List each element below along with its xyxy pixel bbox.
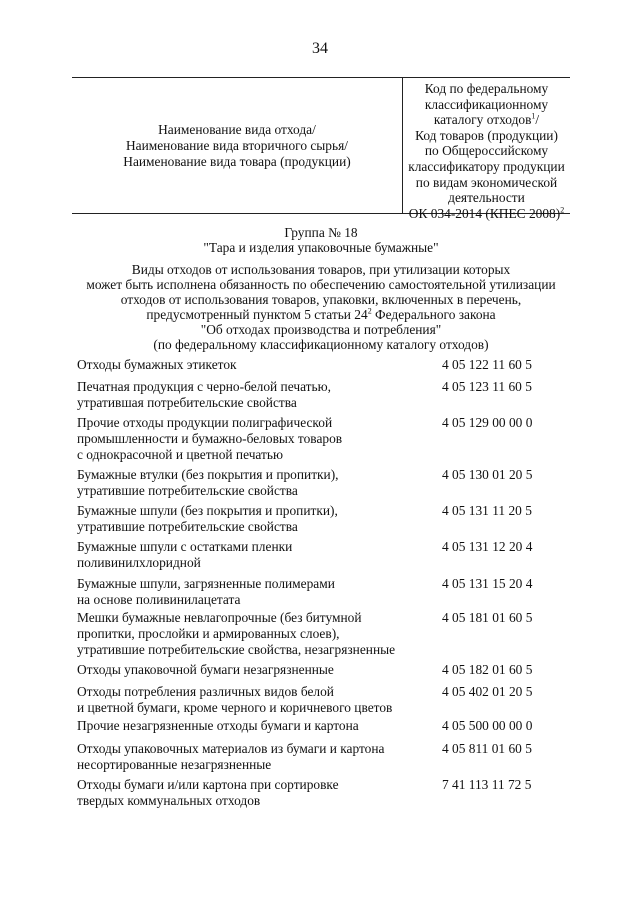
description-line: (по федеральному классификационному каталогу отходов) <box>153 337 489 352</box>
waste-name-line: утратившая потребительские свойства <box>77 395 297 410</box>
waste-code: 4 05 122 11 60 5 <box>442 357 532 372</box>
waste-name <box>77 503 397 535</box>
waste-name-line: промышленности и бумажно-беловых товаров <box>77 431 343 446</box>
waste-code: 4 05 182 01 60 5 <box>442 662 533 677</box>
waste-code: 4 05 500 00 00 0 <box>442 718 533 733</box>
waste-name <box>77 357 397 373</box>
group-description <box>72 262 570 352</box>
waste-name <box>77 741 397 773</box>
header-code-line: по видам экономической <box>415 174 558 190</box>
header-code-column <box>403 81 570 221</box>
description-text: Федерального закона <box>371 307 496 322</box>
waste-code: 4 05 131 11 20 5 <box>442 503 532 518</box>
footnote-mark: 2 <box>560 205 565 215</box>
waste-name-line: Мешки бумажные невлагопрочные (без битумной <box>77 610 362 625</box>
waste-name-line: Бумажные шпули (без покрытия и пропитки), <box>77 503 338 518</box>
header-code-line: классификационному <box>424 96 549 112</box>
waste-code: 4 05 129 00 00 0 <box>442 415 533 430</box>
footnote-mark: 1 <box>531 111 536 121</box>
waste-name-line: Отходы бумажных этикеток <box>77 357 237 372</box>
waste-code: 4 05 123 11 60 5 <box>442 379 532 394</box>
header-name-column <box>72 78 403 213</box>
waste-name-line: утратившие потребительские свойства <box>77 519 298 534</box>
waste-name-line: и цветной бумаги, кроме черного и коричневого цветов <box>77 700 393 715</box>
waste-name-line: на основе поливинилацетата <box>77 592 241 607</box>
waste-name <box>77 718 397 734</box>
header-code-text: ОК 034-2014 (КПЕС 2008) <box>408 205 561 221</box>
waste-name-line: Прочие отходы продукции полиграфической <box>77 415 333 430</box>
waste-name-line: Бумажные втулки (без покрытия и пропитки), <box>77 467 339 482</box>
header-code-line: деятельности <box>448 190 525 206</box>
group-number: Группа № 18 <box>284 225 358 240</box>
footnote-mark: 2 <box>367 306 372 316</box>
header-code-line: классификатору продукции <box>408 158 565 174</box>
waste-code: 4 05 811 01 60 5 <box>442 741 532 756</box>
description-text: предусмотренный пунктом 5 статьи 24 <box>146 307 368 322</box>
header-name-line: Наименование вида отхода/ <box>158 121 316 137</box>
header-code-text: / <box>535 112 540 128</box>
description-line <box>72 307 570 322</box>
description-line: отходов от использования товаров, упаковки, включенных в перечень, <box>120 292 522 307</box>
waste-name-line: с однокрасочной и цветной печатью <box>77 447 283 462</box>
waste-name <box>77 662 397 678</box>
waste-name-line: утратившие потребительские свойства, незагрязненные <box>77 642 396 657</box>
header-code-line: Код товаров (продукции) <box>415 127 558 143</box>
waste-name <box>77 777 397 809</box>
header-name-line: Наименование вида вторичного сырья/ <box>125 137 348 153</box>
header-code-line <box>403 206 570 222</box>
waste-name-line: твердых коммунальных отходов <box>77 793 261 808</box>
waste-name-line: Бумажные шпули с остатками пленки <box>77 539 293 554</box>
waste-name-line: Отходы упаковочных материалов из бумаги и картона <box>77 741 385 756</box>
waste-name-line: поливинилхлоридной <box>77 555 201 570</box>
header-code-line: по Общероссийскому <box>424 143 549 159</box>
waste-name <box>77 539 397 571</box>
description-line: "Об отходах производства и потребления" <box>200 322 442 337</box>
waste-name-line: пропитки, прослойки и армированных слоев), <box>77 626 340 641</box>
waste-name <box>77 379 397 411</box>
waste-code: 7 41 113 11 72 5 <box>442 777 532 792</box>
waste-name-line: Печатная продукция с черно-белой печатью, <box>77 379 331 394</box>
waste-name <box>77 415 397 463</box>
waste-name <box>77 467 397 499</box>
waste-name <box>77 610 397 658</box>
waste-name <box>77 576 397 608</box>
waste-code: 4 05 131 12 20 4 <box>442 539 533 554</box>
waste-code: 4 05 181 01 60 5 <box>442 610 533 625</box>
waste-code: 4 05 131 15 20 4 <box>442 576 533 591</box>
description-line: может быть исполнена обязанность по обеспечению самостоятельной утилизации <box>86 277 556 292</box>
description-line: Виды отходов от использования товаров, при утилизации которых <box>131 262 511 277</box>
table-header <box>72 77 570 221</box>
header-name-line: Наименование вида товара (продукции) <box>123 153 351 169</box>
waste-name-line: Прочие незагрязненные отходы бумаги и картона <box>77 718 359 733</box>
header-code-line <box>403 112 570 128</box>
group-title: "Тара и изделия упаковочные бумажные" <box>203 240 439 255</box>
waste-code: 4 05 402 01 20 5 <box>442 684 533 699</box>
page-number: 34 <box>312 40 328 57</box>
waste-name-line: Отходы упаковочной бумаги незагрязненные <box>77 662 334 677</box>
waste-name-line: несортированные незагрязненные <box>77 757 272 772</box>
waste-name <box>77 684 397 716</box>
waste-name-line: Отходы бумаги и/или картона при сортировке <box>77 777 339 792</box>
waste-name-line: Отходы потребления различных видов белой <box>77 684 334 699</box>
header-code-line: Код по федеральному <box>424 81 549 96</box>
waste-name-line: Бумажные шпули, загрязненные полимерами <box>77 576 335 591</box>
header-code-text: каталогу отходов <box>433 112 532 128</box>
group-heading <box>72 225 570 255</box>
waste-name-line: утратившие потребительские свойства <box>77 483 298 498</box>
waste-code: 4 05 130 01 20 5 <box>442 467 533 482</box>
